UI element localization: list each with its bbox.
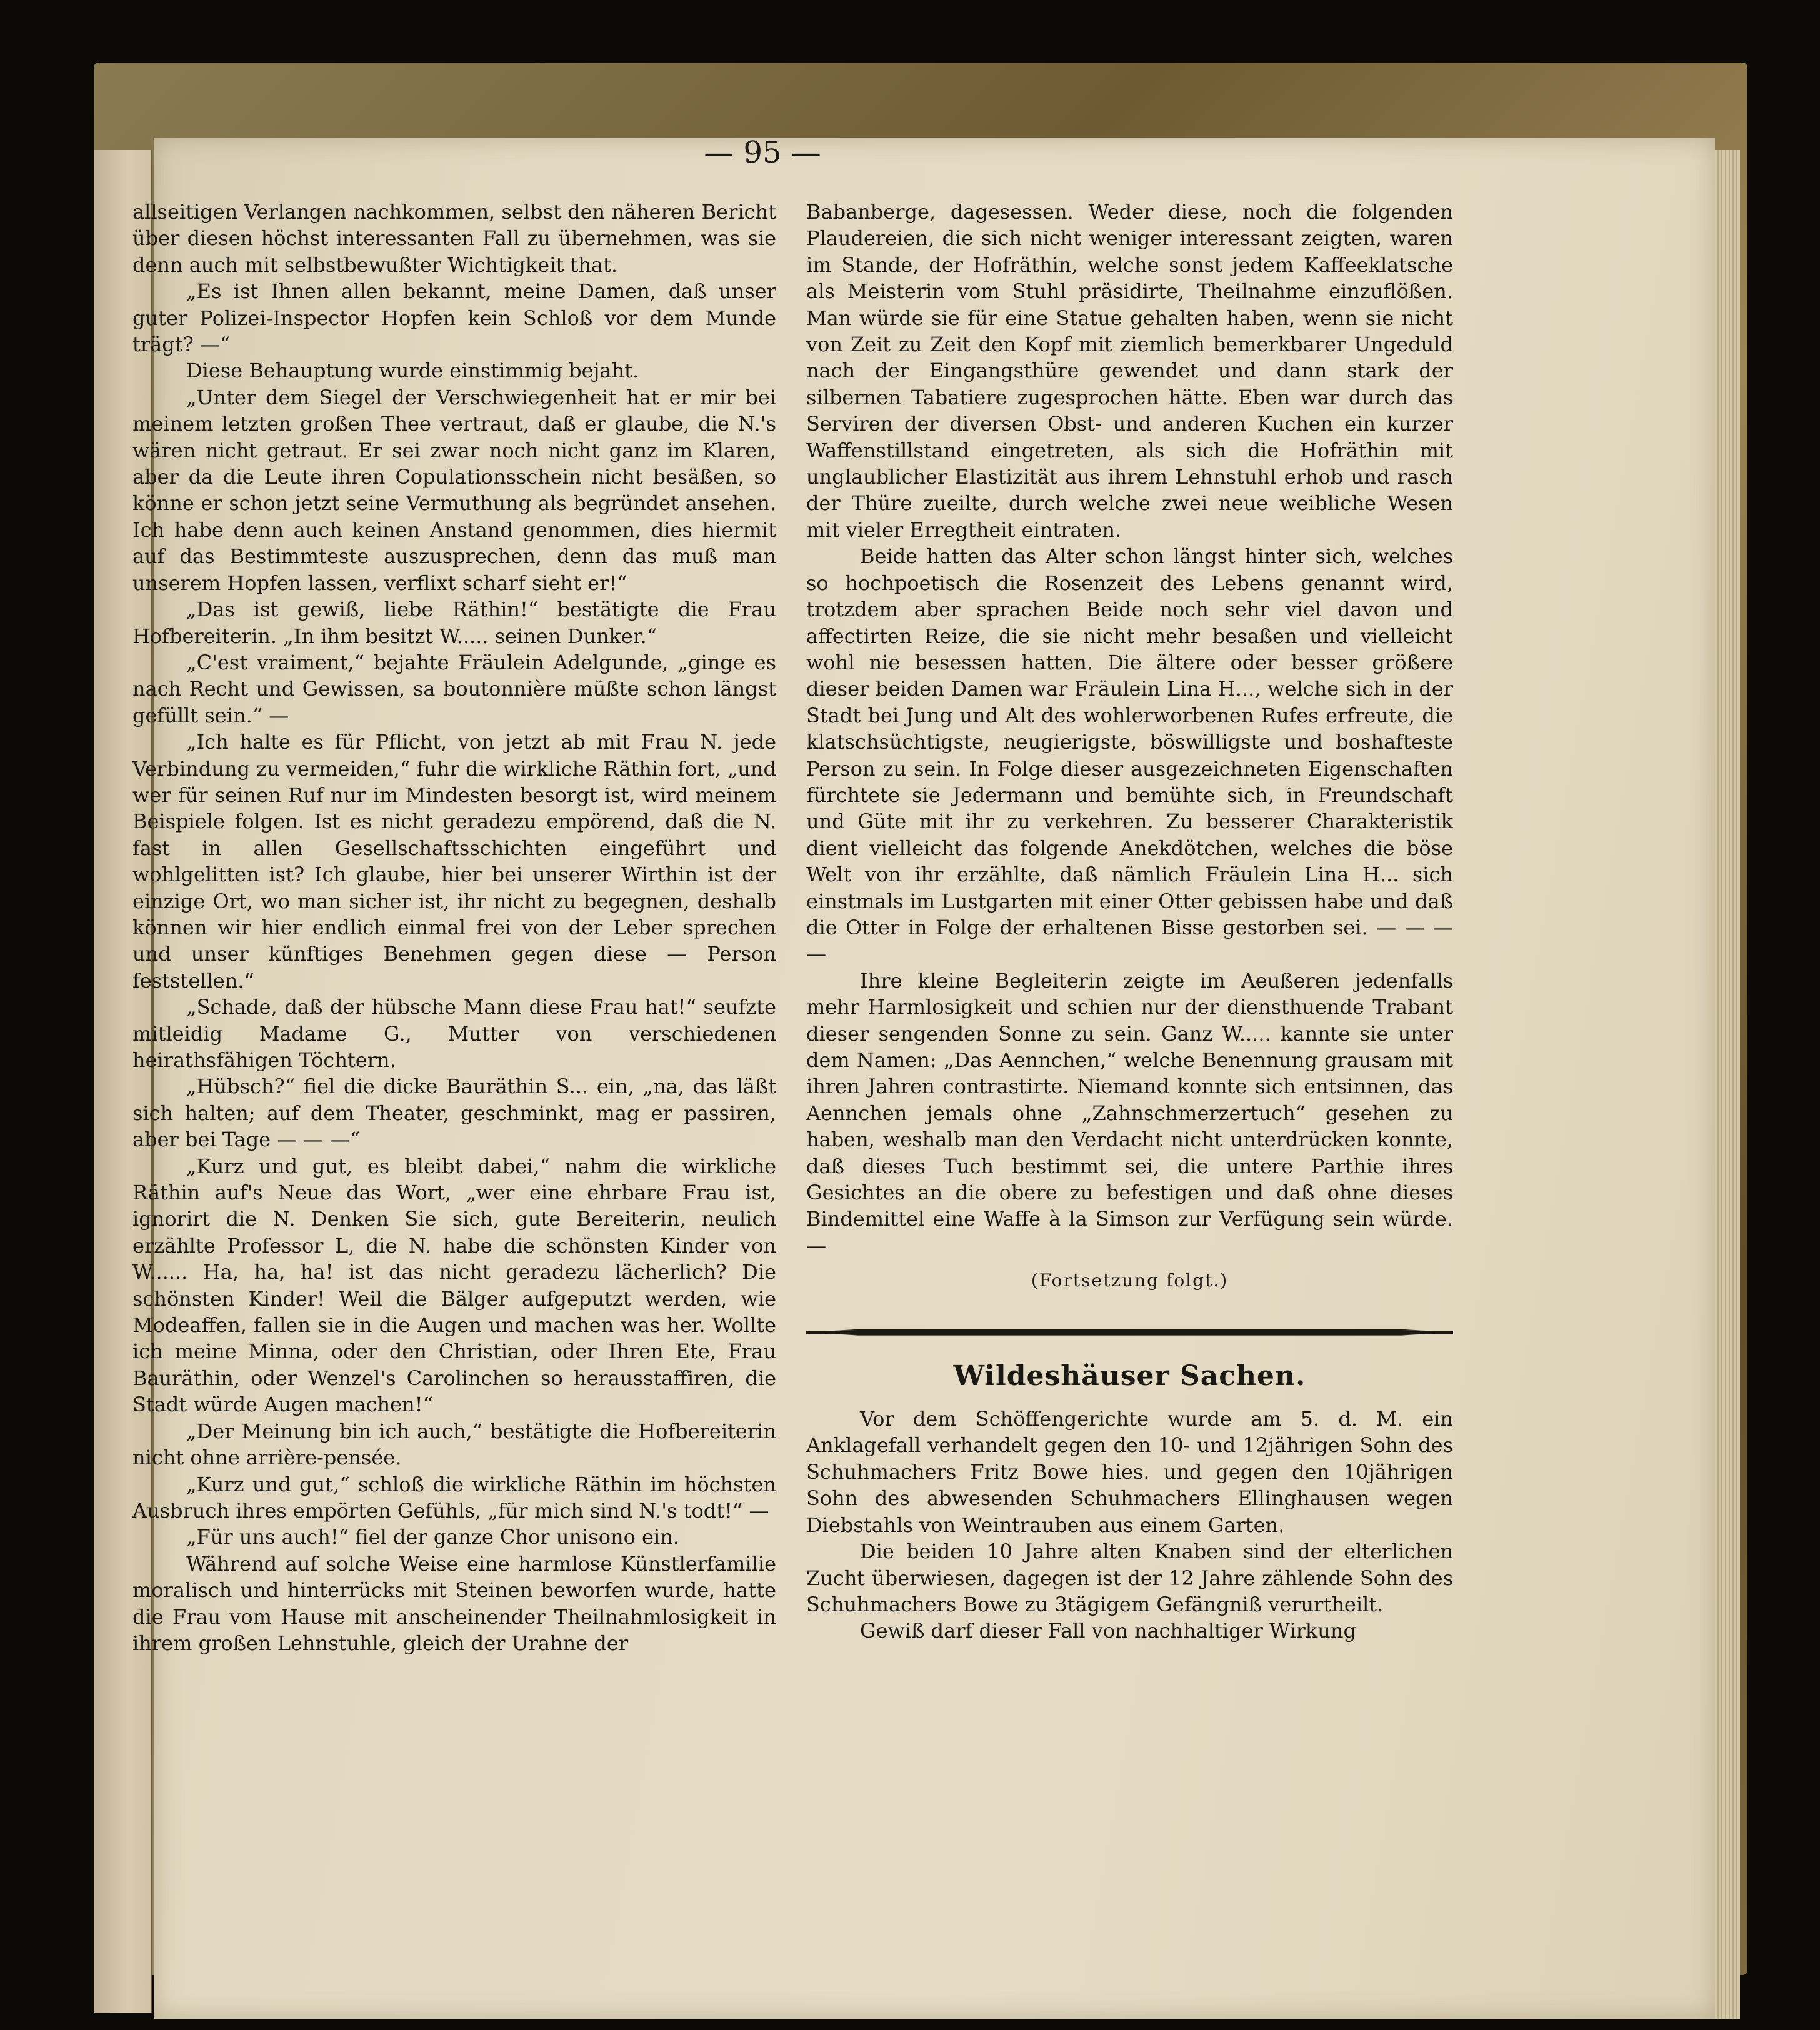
paragraph: Während auf solche Weise eine harmlose Künstlerfamilie moralisch und hinterrücks mit Steinen beworfen wurde, hatte die Frau vom Hause mit anscheinender Theilnahmlosigkeit in ihrem großen Lehnstuhle, gleich der Urahne der [132,1551,776,1655]
paragraph: Diese Behauptung wurde einstimmig bejaht. [186,359,639,383]
section-divider-rule [806,1329,1453,1336]
page-stack-edge [1715,150,1740,2019]
paragraph: „Unter dem Siegel der Verschwiegenheit hat er mir bei meinem letzten großen Thee vertraut, daß er glaube, die N.'s wären nicht getraut. Er sei zwar noch nicht ganz im Klaren, aber da die Leute ihren Copulationsschein nicht besäßen, so könne er schon jetzt seine Vermuthung als begründet ansehen. Ich habe denn auch keinen Anstand genommen, dies hiermit auf das Bestimmteste auszusprechen, denn das muß man unserem Hopfen lassen, verflixt scharf sieht er!“ [132,385,776,595]
paragraph: „Für uns auch!“ fiel der ganze Chor unisono ein. [186,1525,679,1549]
paragraph: „Kurz und gut,“ schloß die wirkliche Räthin im höchsten Ausbruch ihres empörten Gefühls, „für mich sind N.'s todt!“ — [132,1472,776,1522]
paragraph: „Ich halte es für Pflicht, von jetzt ab mit Frau N. jede Verbindung zu vermeiden,“ fuhr die wirkliche Räthin fort, „und wer für seinen Ruf nur im Mindesten besorgt ist, wird meinem Beispiele folgen. Ist es nicht geradezu empörend, daß die N. fast in allen Gesellschaftsschichten eingeführt und wohlgelitten ist? Ich glaube, hier bei unserer Wirthin ist der einzige Ort, wo man sicher ist, ihr nicht zu begegnen, deshalb können wir hier endlich einmal frei von der Leber sprechen und unser künftiges Benehmen gegen diese — Person feststellen.“ [132,730,776,992]
section-title: Wildeshäuser Sachen. [953,1359,1306,1392]
paragraph: „Hübsch?“ fiel die dicke Bauräthin S... ein, „na, das läßt sich halten; auf dem Theater, geschminkt, mag er passiren, aber bei Tage — — —“ [132,1074,776,1152]
left-column [132,199,776,1656]
paragraph: Ihre kleine Begleiterin zeigte im Aeußeren jedenfalls mehr Harmlosigkeit und schien nur der diensthuende Trabant dieser sengenden Sonne zu sein. Ganz W..... kannte sie unter dem Namen: „Das Aennchen,“ welche Benennung grausam mit ihren Jahren contrastirte. Niemand konnte sich entsinnen, das Aennchen jemals ohne „Zahnschmerzertuch“ gesehen zu haben, weshalb man den Verdacht nicht unterdrücken konnte, daß dieses Tuch bestimmt sei, die untere Parthie ihres Gesichtes an die obere zu befestigen und daß ohne dieses Bindemittel eine Waffe à la Simson zur Verfügung sein würde. — [806,968,1453,1258]
paragraph: „Es ist Ihnen allen bekannt, meine Damen, daß unser guter Polizei-Inspector Hopfen kein Schloß vor dem Munde trägt? —“ [132,279,776,357]
paragraph: Beide hatten das Alter schon längst hinter sich, welches so hochpoetisch die Rosenzeit des Lebens genannt wird, trotzdem aber sprachen Beide noch sehr viel davon und affectirten Reize, die sie nicht mehr besaßen und vielleicht wohl nie besessen hatten. Die ältere oder besser größere dieser beiden Damen war Fräulein Lina H..., welche sich in der Stadt bei Jung und Alt des wohlerworbenen Rufes erfreute, die klatschsüchtigste, neugierigste, böswilligste und boshafteste Person zu sein. In Folge dieser ausgezeichneten Eigenschaften fürchtete sie Jedermann und bemühte sich, in Freundschaft und Güte mit ihr zu verkehren. Zu besserer Charakteristik dient vielleicht das folgende Anekdötchen, welches die böse Welt von ihr erzählte, daß nämlich Fräulein Lina H... sich einstmals im Lustgarten mit einer Otter gebissen habe und daß die Otter in Folge der erhaltenen Bisse gestorben sei. — — — — [806,544,1453,966]
paragraph: allseitigen Verlangen nachkommen, selbst den näheren Bericht über diesen höchst interessanten Fall zu übernehmen, was sie denn auch mit selbstbewußter Wichtigkeit that. [132,200,776,277]
paragraph: „C'est vraiment,“ bejahte Fräulein Adelgunde, „ginge es nach Recht und Gewissen, sa boutonnière müßte schon längst gefüllt sein.“ — [132,650,776,728]
right-column [806,199,1453,1644]
paragraph: Gewiß darf dieser Fall von nachhaltiger Wirkung [860,1619,1356,1643]
paragraph: „Das ist gewiß, liebe Räthin!“ bestätigte die Frau Hofbereiterin. „In ihm besitzt W..... seinen Dunker.“ [132,598,776,648]
paragraph: „Der Meinung bin ich auch,“ bestätigte die Hofbereiterin nicht ohne arrière-pensée. [132,1419,776,1470]
continuation-note: (Fortsetzung folgt.) [1031,1270,1229,1291]
paragraph: „Schade, daß der hübsche Mann diese Frau hat!“ seufzte mitleidig Madame G., Mutter von verschiedenen heirathsfähigen Töchtern. [132,995,776,1072]
paragraph: Babanberge, dagesessen. Weder diese, noch die folgenden Plaudereien, die sich nicht weniger interessant zeigten, waren im Stande, der Hofräthin, welche sonst jedem Kaffeeklatsche als Meisterin vom Stuhl präsidirte, Theilnahme einzuflößen. Man würde sie für eine Statue gehalten haben, wenn sie nicht von Zeit zu Zeit den Kopf mit ziemlich bemerkbarer Ungeduld nach der Eingangsthüre gewendet und dann stark der silbernen Tabatiere zugesprochen hätte. Eben war durch das Serviren der diversen Obst- und anderen Kuchen ein kurzer Waffenstillstand eingetreten, als sich die Hofräthin mit unglaublicher Elastizität aus ihrem Lehnstuhl erhob und rasch der Thüre zueilte, durch welche zwei neue weibliche Wesen mit vieler Erregtheit eintraten. [806,200,1453,542]
paragraph: Die beiden 10 Jahre alten Knaben sind der elterlichen Zucht überwiesen, dagegen ist der 12 Jahre zählende Sohn des Schuhmachers Bowe zu 3tägigem Gefängniß verurtheilt. [806,1539,1453,1616]
paragraph: „Kurz und gut, es bleibt dabei,“ nahm die wirkliche Räthin auf's Neue das Wort, „wer eine ehrbare Frau ist, ignorirt die N. Denken Sie sich, gute Bereiterin, neulich erzählte Professor L, die N. habe die schönsten Kinder von W...... Ha, ha, ha! ist das nicht geradezu lächerlich? Die schönsten Kinder! Weil die Bälger aufgeputzt werden, wie Modeaffen, fallen sie in die Augen und machen was her. Wollte ich meine Minna, oder den Christian, oder Ihren Ete, Frau Bauräthin, oder Wenzel's Carolinchen so herausstaffiren, die Stadt würde Augen machen!“ [132,1154,776,1417]
page-number: — 95 — [704,135,821,170]
paragraph: Vor dem Schöffengerichte wurde am 5. d. M. ein Anklagefall verhandelt gegen den 10- und 12jährigen Sohn des Schuhmachers Fritz Bowe hies. und gegen den 10jährigen Sohn des abwesenden Schuhmachers Ellinghausen wegen Diebstahls von Weintrauben aus einem Garten. [806,1407,1453,1537]
